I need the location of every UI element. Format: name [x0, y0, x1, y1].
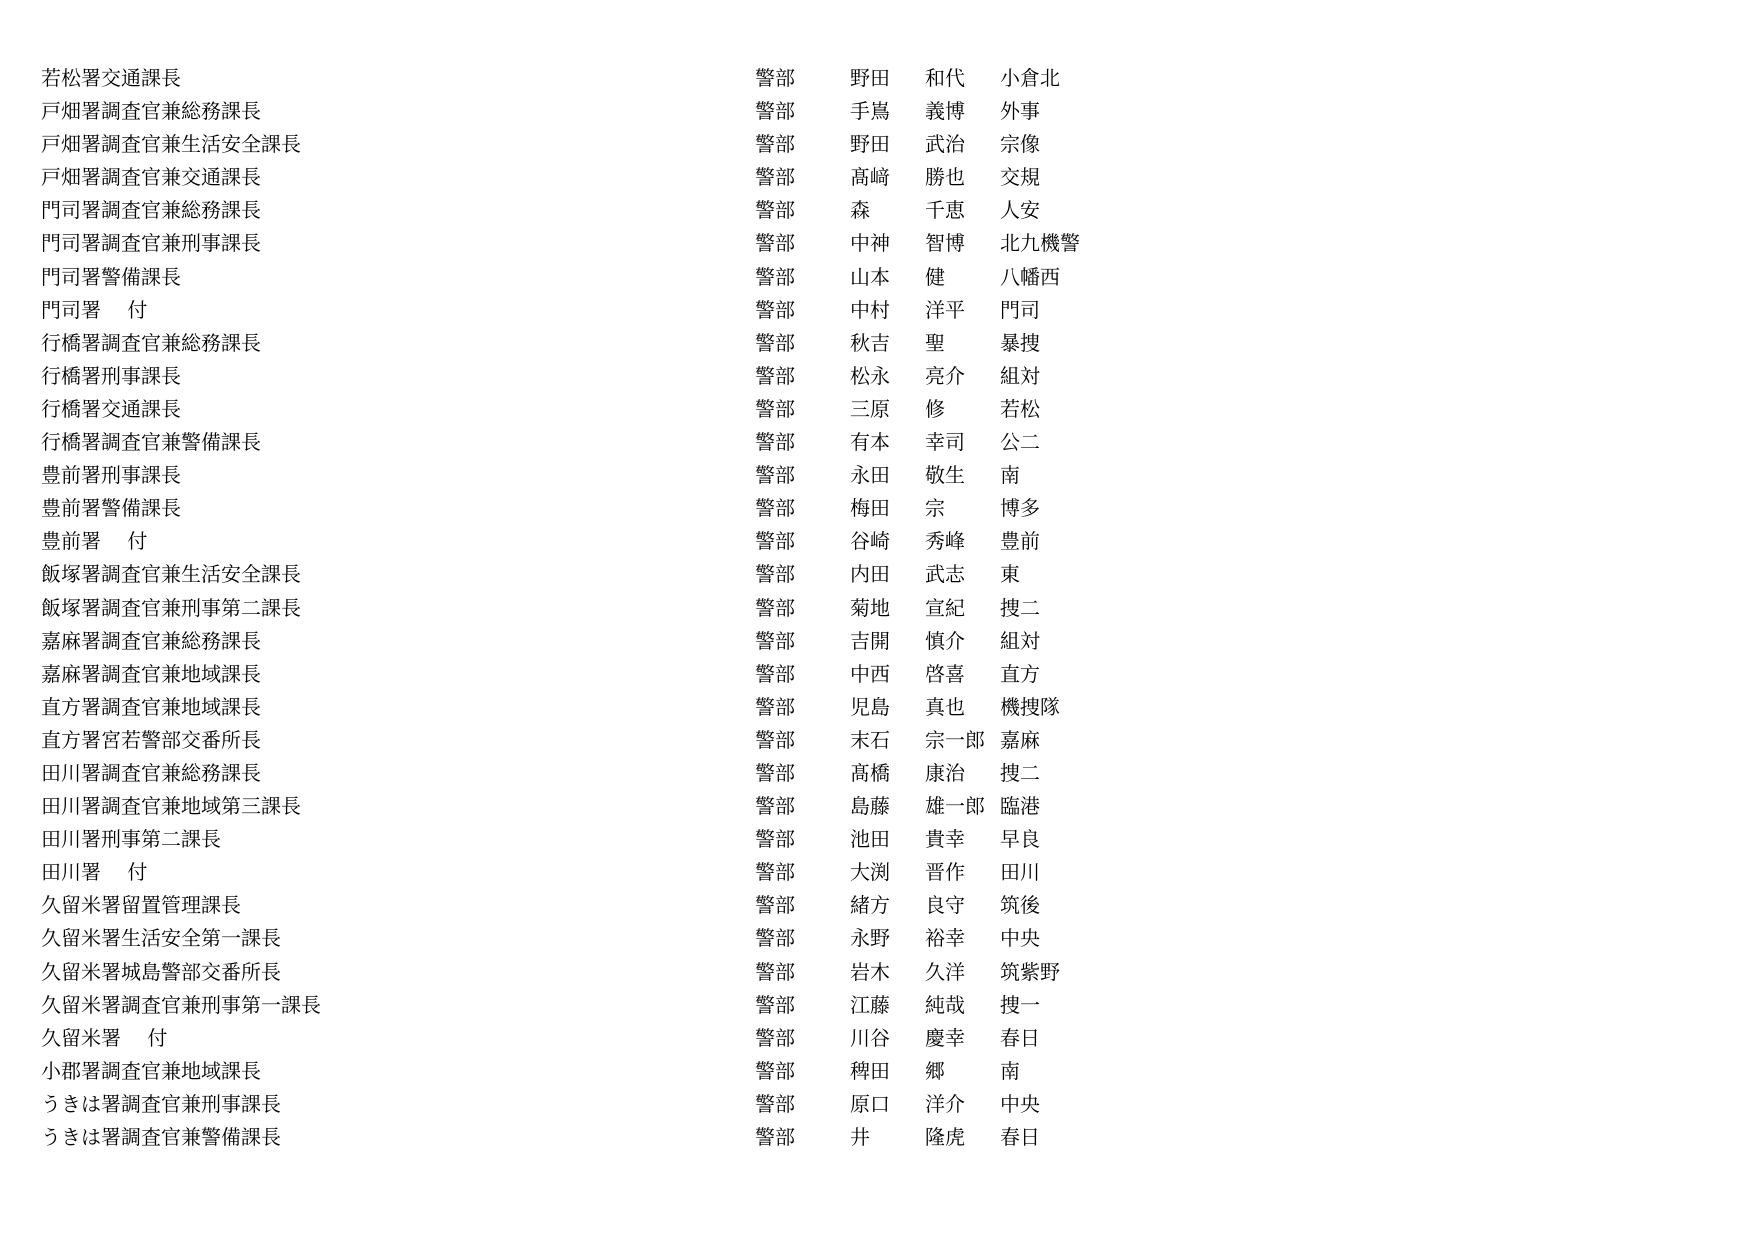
- rank: 警部: [755, 430, 795, 455]
- previous-post: 宗像: [1000, 132, 1040, 157]
- rank: 警部: [755, 827, 795, 852]
- given-name: 洋介: [925, 1091, 965, 1116]
- given-name: 久洋: [925, 959, 965, 984]
- rank: 警部: [755, 1025, 795, 1050]
- surname: 野田: [850, 66, 890, 90]
- post-title: 田川署調査官兼総務課長: [41, 760, 261, 785]
- rank: 警部: [755, 132, 795, 157]
- given-name: 慶幸: [925, 1025, 965, 1050]
- rank: 警部: [755, 165, 795, 190]
- previous-post: 小倉北: [1000, 66, 1060, 90]
- post-title: 行橋署刑事課長: [41, 363, 181, 388]
- rank: 警部: [755, 760, 795, 785]
- previous-post: 南: [1000, 463, 1020, 488]
- personnel-roster: [0, 64, 1754, 1156]
- rank: 警部: [755, 396, 795, 421]
- given-name: 慎介: [925, 628, 965, 653]
- given-name: 宣紀: [925, 595, 965, 620]
- surname: 島藤: [850, 794, 890, 819]
- post-title: 戸畑署調査官兼交通課長: [41, 165, 261, 190]
- post-title: うきは署調査官兼警備課長: [41, 1125, 281, 1149]
- previous-post: 筑後: [1000, 893, 1040, 918]
- surname: 野田: [850, 132, 890, 157]
- post-title: 田川署刑事第二課長: [41, 827, 221, 852]
- rank: 警部: [755, 959, 795, 984]
- post-title: 小郡署調査官兼地域課長: [41, 1058, 261, 1083]
- roster-row: [0, 891, 1754, 924]
- roster-row: [0, 64, 1754, 97]
- surname: 手嶌: [850, 99, 890, 124]
- roster-row: [0, 759, 1754, 792]
- rank: 警部: [755, 496, 795, 521]
- roster-row: [0, 527, 1754, 560]
- given-name: 郷: [925, 1058, 945, 1083]
- roster-row: [0, 627, 1754, 660]
- post-title: 久留米署城島警部交番所長: [41, 959, 281, 984]
- surname: 永田: [850, 463, 890, 488]
- given-name: 幸司: [925, 430, 965, 455]
- post-title: 行橋署調査官兼警備課長: [41, 430, 261, 455]
- roster-row: [0, 958, 1754, 991]
- given-name: 宗: [925, 496, 945, 521]
- roster-row: [0, 1024, 1754, 1057]
- previous-post: 筑紫野: [1000, 959, 1060, 984]
- roster-row: [0, 726, 1754, 759]
- surname: 緒方: [850, 893, 890, 918]
- given-name: 和代: [925, 66, 965, 90]
- previous-post: 交規: [1000, 165, 1040, 190]
- post-title: 豊前署 付: [41, 529, 148, 554]
- given-name: 真也: [925, 694, 965, 719]
- previous-post: 春日: [1000, 1025, 1040, 1050]
- given-name: 智博: [925, 231, 965, 256]
- previous-post: 人安: [1000, 198, 1040, 223]
- roster-row: [0, 196, 1754, 229]
- previous-post: 捜一: [1000, 992, 1040, 1017]
- post-title: 門司署調査官兼総務課長: [41, 198, 261, 223]
- surname: 山本: [850, 264, 890, 289]
- previous-post: 中央: [1000, 1091, 1040, 1116]
- rank: 警部: [755, 264, 795, 289]
- rank: 警部: [755, 562, 795, 587]
- surname: 岩木: [850, 959, 890, 984]
- rank: 警部: [755, 1058, 795, 1083]
- post-title: 豊前署警備課長: [41, 496, 181, 521]
- rank: 警部: [755, 198, 795, 223]
- given-name: 純哉: [925, 992, 965, 1017]
- post-title: 飯塚署調査官兼生活安全課長: [41, 562, 301, 587]
- post-title: 嘉麻署調査官兼総務課長: [41, 628, 261, 653]
- surname: 中村: [850, 297, 890, 322]
- rank: 警部: [755, 628, 795, 653]
- roster-row: [0, 494, 1754, 527]
- rank: 警部: [755, 66, 795, 90]
- roster-row: [0, 792, 1754, 825]
- rank: 警部: [755, 1091, 795, 1116]
- rank: 警部: [755, 661, 795, 686]
- roster-row: [0, 858, 1754, 891]
- roster-row: [0, 991, 1754, 1024]
- roster-row: [0, 660, 1754, 693]
- given-name: 裕幸: [925, 926, 965, 951]
- given-name: 千恵: [925, 198, 965, 223]
- previous-post: 嘉麻: [1000, 727, 1040, 752]
- given-name: 敬生: [925, 463, 965, 488]
- post-title: 若松署交通課長: [41, 66, 181, 90]
- given-name: 武志: [925, 562, 965, 587]
- previous-post: 臨港: [1000, 794, 1040, 819]
- previous-post: 東: [1000, 562, 1020, 587]
- post-title: うきは署調査官兼刑事課長: [41, 1091, 281, 1116]
- given-name: 良守: [925, 893, 965, 918]
- previous-post: 組対: [1000, 363, 1040, 388]
- post-title: 行橋署交通課長: [41, 396, 181, 421]
- given-name: 健: [925, 264, 945, 289]
- post-title: 飯塚署調査官兼刑事第二課長: [41, 595, 301, 620]
- roster-row: [0, 130, 1754, 163]
- roster-row: [0, 97, 1754, 130]
- given-name: 武治: [925, 132, 965, 157]
- roster-row: [0, 594, 1754, 627]
- surname: 内田: [850, 562, 890, 587]
- given-name: 勝也: [925, 165, 965, 190]
- post-title: 久留米署調査官兼刑事第一課長: [41, 992, 321, 1017]
- surname: 森: [850, 198, 870, 223]
- roster-row: [0, 229, 1754, 262]
- surname: 中西: [850, 661, 890, 686]
- surname: 菊地: [850, 595, 890, 620]
- surname: 梅田: [850, 496, 890, 521]
- roster-row: [0, 1057, 1754, 1090]
- post-title: 戸畑署調査官兼総務課長: [41, 99, 261, 124]
- post-title: 久留米署 付: [41, 1025, 168, 1050]
- given-name: 秀峰: [925, 529, 965, 554]
- previous-post: 門司: [1000, 297, 1040, 322]
- surname: 原口: [850, 1091, 890, 1116]
- given-name: 貴幸: [925, 827, 965, 852]
- previous-post: 豊前: [1000, 529, 1040, 554]
- post-title: 門司署警備課長: [41, 264, 181, 289]
- roster-row: [0, 329, 1754, 362]
- surname: 三原: [850, 396, 890, 421]
- given-name: 啓喜: [925, 661, 965, 686]
- post-title: 嘉麻署調査官兼地域課長: [41, 661, 261, 686]
- rank: 警部: [755, 529, 795, 554]
- roster-row: [0, 296, 1754, 329]
- roster-row: [0, 1123, 1754, 1156]
- post-title: 久留米署留置管理課長: [41, 893, 241, 918]
- previous-post: 捜二: [1000, 595, 1040, 620]
- rank: 警部: [755, 99, 795, 124]
- rank: 警部: [755, 595, 795, 620]
- given-name: 聖: [925, 330, 945, 355]
- post-title: 久留米署生活安全第一課長: [41, 926, 281, 951]
- post-title: 豊前署刑事課長: [41, 463, 181, 488]
- post-title: 行橋署調査官兼総務課長: [41, 330, 261, 355]
- rank: 警部: [755, 727, 795, 752]
- roster-row: [0, 825, 1754, 858]
- post-title: 門司署 付: [41, 297, 148, 322]
- post-title: 直方署宮若警部交番所長: [41, 727, 261, 752]
- roster-row: [0, 924, 1754, 957]
- surname: 井: [850, 1125, 870, 1149]
- post-title: 田川署調査官兼地域第三課長: [41, 794, 301, 819]
- rank: 警部: [755, 992, 795, 1017]
- roster-row: [0, 461, 1754, 494]
- roster-row: [0, 1090, 1754, 1123]
- rank: 警部: [755, 363, 795, 388]
- roster-row: [0, 428, 1754, 461]
- rank: 警部: [755, 794, 795, 819]
- post-title: 門司署調査官兼刑事課長: [41, 231, 261, 256]
- surname: 谷崎: [850, 529, 890, 554]
- surname: 髙橋: [850, 760, 890, 785]
- given-name: 康治: [925, 760, 965, 785]
- previous-post: 捜二: [1000, 760, 1040, 785]
- previous-post: 公二: [1000, 430, 1040, 455]
- post-title: 戸畑署調査官兼生活安全課長: [41, 132, 301, 157]
- rank: 警部: [755, 330, 795, 355]
- surname: 江藤: [850, 992, 890, 1017]
- previous-post: 八幡西: [1000, 264, 1060, 289]
- surname: 池田: [850, 827, 890, 852]
- rank: 警部: [755, 926, 795, 951]
- previous-post: 若松: [1000, 396, 1040, 421]
- previous-post: 春日: [1000, 1125, 1040, 1149]
- rank: 警部: [755, 463, 795, 488]
- previous-post: 博多: [1000, 496, 1040, 521]
- given-name: 洋平: [925, 297, 965, 322]
- surname: 児島: [850, 694, 890, 719]
- surname: 川谷: [850, 1025, 890, 1050]
- previous-post: 南: [1000, 1058, 1020, 1083]
- rank: 警部: [755, 297, 795, 322]
- surname: 松永: [850, 363, 890, 388]
- roster-row: [0, 263, 1754, 296]
- surname: 大渕: [850, 860, 890, 885]
- roster-row: [0, 693, 1754, 726]
- rank: 警部: [755, 231, 795, 256]
- given-name: 雄一郎: [925, 794, 985, 819]
- given-name: 義博: [925, 99, 965, 124]
- previous-post: 早良: [1000, 827, 1040, 852]
- surname: 末石: [850, 727, 890, 752]
- previous-post: 北九機警: [1000, 231, 1080, 256]
- given-name: 宗一郎: [925, 727, 985, 752]
- surname: 髙﨑: [850, 165, 890, 190]
- post-title: 直方署調査官兼地域課長: [41, 694, 261, 719]
- surname: 中神: [850, 231, 890, 256]
- rank: 警部: [755, 1125, 795, 1149]
- surname: 稗田: [850, 1058, 890, 1083]
- previous-post: 中央: [1000, 926, 1040, 951]
- given-name: 晋作: [925, 860, 965, 885]
- previous-post: 暴捜: [1000, 330, 1040, 355]
- surname: 有本: [850, 430, 890, 455]
- roster-row: [0, 362, 1754, 395]
- post-title: 田川署 付: [41, 860, 148, 885]
- previous-post: 組対: [1000, 628, 1040, 653]
- rank: 警部: [755, 893, 795, 918]
- previous-post: 直方: [1000, 661, 1040, 686]
- previous-post: 田川: [1000, 860, 1040, 885]
- surname: 永野: [850, 926, 890, 951]
- given-name: 修: [925, 396, 945, 421]
- given-name: 隆虎: [925, 1125, 965, 1149]
- rank: 警部: [755, 860, 795, 885]
- roster-row: [0, 163, 1754, 196]
- surname: 吉開: [850, 628, 890, 653]
- roster-row: [0, 560, 1754, 593]
- rank: 警部: [755, 694, 795, 719]
- surname: 秋吉: [850, 330, 890, 355]
- previous-post: 機捜隊: [1000, 694, 1060, 719]
- roster-row: [0, 395, 1754, 428]
- previous-post: 外事: [1000, 99, 1040, 124]
- given-name: 亮介: [925, 363, 965, 388]
